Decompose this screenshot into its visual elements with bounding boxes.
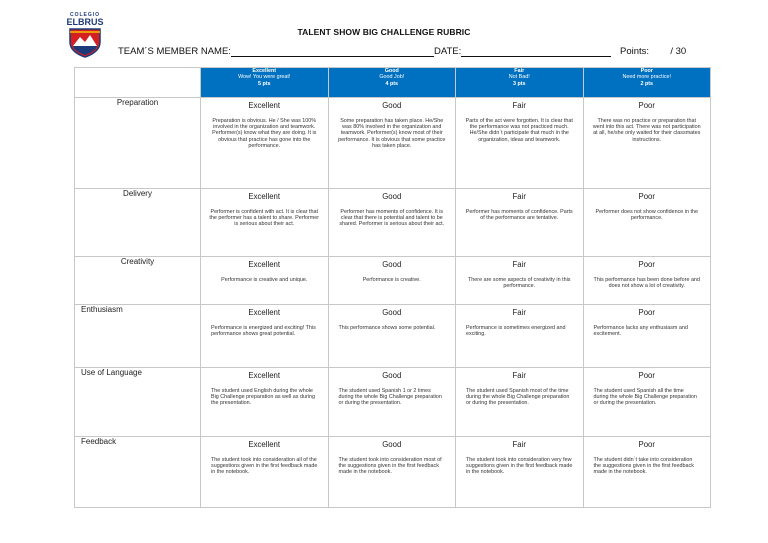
header-points: 2 pts [640, 80, 654, 87]
rubric-cell [583, 189, 711, 257]
rubric-cell [328, 437, 456, 508]
header-points: 4 pts [385, 80, 399, 87]
rubric-cell [583, 257, 711, 305]
cell-level: Poor [638, 371, 655, 380]
rubric-cell [456, 305, 584, 368]
member-name-line [118, 46, 611, 57]
criterion-label: Preparation [75, 98, 201, 189]
cell-description: Performer is confident with act. It is clear that the performer has a talent to share. Performer is serious about their act. [209, 209, 320, 228]
cell-description: This performance shows some potential. [338, 325, 436, 331]
rubric-cell [583, 98, 711, 189]
cell-description: Performance is creative and unique. [221, 277, 308, 283]
cell-description: Performance is creative. [362, 277, 421, 283]
rubric-cell [456, 98, 584, 189]
cell-description: Parts of the act were forgotten. It is clear that the performance was not practiced much. He/She didn´t participate that much in the organization, ideas and teamwork. [465, 118, 573, 143]
criterion-label: Delivery [75, 189, 201, 257]
header-title: Excellent [252, 68, 277, 74]
member-name-field[interactable] [231, 47, 434, 57]
rubric-cell [583, 437, 711, 508]
cell-description: Performer has moments of confidence. It is clear that there is potential and talent to be shared. Performer is serious about their act. [339, 209, 445, 228]
header-poor [583, 68, 711, 98]
points-label: Points: [620, 46, 650, 57]
rubric-cell [328, 257, 456, 305]
points-box [620, 46, 686, 57]
cell-level: Poor [638, 308, 655, 317]
cell-description: Performance lacks any enthusiasm and excitement. [593, 325, 688, 338]
cell-level: Fair [512, 192, 526, 201]
rubric-row-delivery [75, 189, 711, 257]
criterion-label: Enthusiasm [75, 305, 201, 368]
header-subtitle: Good Job! [379, 74, 405, 81]
cell-description: This performance has been done before and does not show a lot of creativity. [593, 277, 700, 290]
cell-level: Excellent [248, 371, 281, 380]
cell-level: Excellent [248, 308, 281, 317]
cell-description: There are some aspects of creativity in this performance. [468, 277, 571, 290]
date-label: DATE: [433, 46, 462, 57]
cell-description: There was no practice or preparation that went into this act. There was not participation at all, he/she only waited for their classmates instructions. [592, 118, 701, 143]
header-points: 3 pts [512, 80, 526, 87]
date-field[interactable] [461, 47, 611, 57]
header-subtitle: Not Bad! [508, 74, 530, 81]
header-subtitle: Wow! You were great! [238, 74, 291, 81]
rubric-cell [583, 368, 711, 437]
cell-description: Performance is sometimes energized and exciting. [466, 325, 566, 338]
cell-level: Poor [638, 260, 655, 269]
header-fair [456, 68, 584, 98]
rubric-cell [583, 305, 711, 368]
member-name-label: TEAM´S MEMBER NAME: [118, 46, 231, 57]
rubric-cell [328, 98, 456, 189]
cell-description: The student used English during the whole Big Challenge preparation as well as during the presentation. [211, 388, 315, 407]
cell-level: Poor [638, 101, 655, 110]
rubric-cell [201, 368, 329, 437]
header-title: Fair [514, 68, 525, 74]
rubric-cell [201, 257, 329, 305]
criterion-label: Use of Language [75, 368, 201, 437]
rubric-cell [456, 368, 584, 437]
rubric-cell [328, 189, 456, 257]
rubric-cell [201, 189, 329, 257]
cell-description: Performance is energized and exciting! This performance shows great potential. [211, 325, 316, 338]
rubric-cell [201, 437, 329, 508]
rubric-row-use-of-language [75, 368, 711, 437]
criterion-label: Feedback [75, 437, 201, 508]
logo-name: ELBRUS [66, 17, 104, 27]
cell-level: Fair [512, 101, 526, 110]
cell-description: The student took into consideration most of the suggestions given in the first feedback made in the notebook. [338, 457, 442, 476]
header-title: Good [384, 68, 399, 74]
cell-level: Good [382, 101, 402, 110]
cell-description: Performer does not show confidence in the performance. [595, 209, 698, 222]
cell-level: Fair [512, 308, 526, 317]
rubric-cell [201, 98, 329, 189]
rubric-cell [456, 257, 584, 305]
cell-level: Good [382, 260, 402, 269]
rubric-row-preparation [75, 98, 711, 189]
rubric-cell [456, 189, 584, 257]
cell-description: The student used Spanish 1 or 2 times during the whole Big Challenge preparation or during the presentation. [338, 388, 442, 407]
cell-description: The student took into consideration all of the suggestions given in the first feedback made in the notebook. [211, 457, 318, 476]
rubric-cell [201, 305, 329, 368]
cell-description: The student used Spanish all the time during the whole Big Challenge preparation or during the presentation. [593, 388, 697, 407]
cell-level: Fair [512, 371, 526, 380]
cell-level: Excellent [248, 260, 281, 269]
cell-level: Excellent [248, 440, 281, 449]
cell-description: Performer has moments of confidence. Parts of the performance are tentative. [465, 209, 573, 222]
cell-level: Excellent [248, 101, 281, 110]
header-corner [75, 68, 201, 98]
cell-description: The student took into consideration very few suggestions given in the first feedback made in the notebook. [466, 457, 573, 476]
rubric-cell [328, 305, 456, 368]
cell-level: Good [382, 192, 402, 201]
rubric-cell [456, 437, 584, 508]
header-row [75, 68, 711, 98]
header-excellent [201, 68, 329, 98]
rubric-row-enthusiasm [75, 305, 711, 368]
cell-description: Preparation is obvious. He / She was 100% involved in the organization and teamwork. Performer(s) know what they are doing. It is obvious that practice has gone into the performance. [212, 118, 317, 149]
points-total: / 30 [670, 46, 687, 57]
cell-level: Good [382, 308, 402, 317]
header-points: 5 pts [257, 80, 271, 87]
header-subtitle: Need more practice! [622, 74, 672, 81]
rubric-row-creativity [75, 257, 711, 305]
rubric-row-feedback [75, 437, 711, 508]
header-title: Poor [640, 68, 653, 74]
rubric-table [74, 67, 711, 508]
cell-level: Good [382, 371, 402, 380]
cell-level: Poor [638, 192, 655, 201]
cell-description: The student used Spanish most of the time during the whole Big Challenge preparation or during the presentation. [466, 388, 570, 407]
cell-level: Fair [512, 260, 526, 269]
page-title: TALENT SHOW BIG CHALLENGE RUBRIC [297, 27, 471, 37]
header-good [328, 68, 456, 98]
cell-level: Excellent [248, 192, 281, 201]
cell-description: Some preparation has taken place. He/She was 80% involved in the organization and teamwork. Performer(s) know most of their performance. It is obvious that some practice has taken place. [338, 118, 446, 149]
cell-description: The student didn´t take into consideration the suggestions given in the first feedback made in the notebook. [593, 457, 694, 476]
cell-level: Fair [512, 440, 526, 449]
logo-top-text: COLEGIO [69, 12, 101, 18]
rubric-cell [328, 368, 456, 437]
criterion-label: Creativity [75, 257, 201, 305]
school-logo [62, 12, 108, 62]
cell-level: Poor [638, 440, 655, 449]
cell-level: Good [382, 440, 402, 449]
